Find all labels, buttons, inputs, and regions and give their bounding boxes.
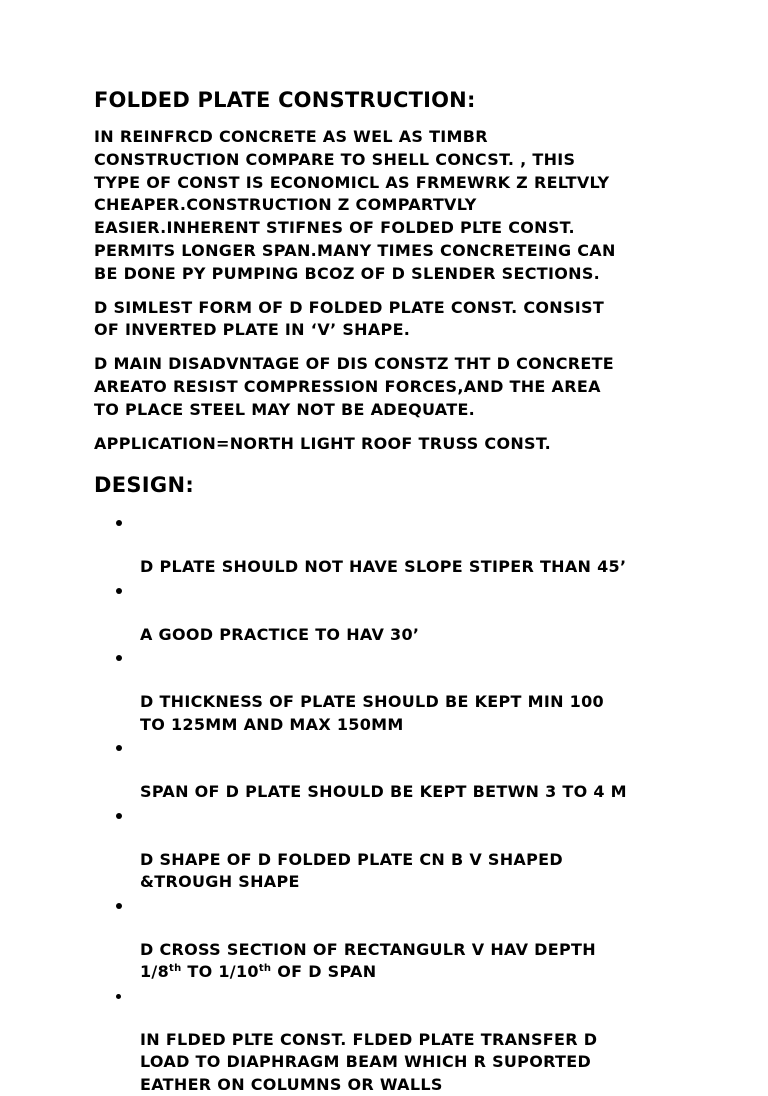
list-item	[94, 511, 694, 579]
list-item	[94, 646, 694, 736]
document-title: FOLDED PLATE CONSTRUCTION:	[94, 88, 476, 112]
bullet-superscript-1: th	[169, 963, 182, 975]
design-bullet-list	[94, 511, 694, 1096]
list-item	[94, 894, 694, 984]
bullet-icon	[116, 655, 122, 661]
bullet-icon	[116, 520, 122, 526]
bullet-superscript-2: th	[258, 963, 272, 975]
design-heading: DESIGN:	[94, 473, 195, 498]
paragraph-disadvantage: D MAIN DISADVNTAGE OF DIS CONSTZ THT D CONCRETE AREATO RESIST COMPRESSION FORCES,AND THE AREA TO PLACE STEEL MAY NOT BE ADEQUATE.	[94, 354, 615, 419]
paragraph-simplest-form: D SIMLEST FORM OF D FOLDED PLATE CONST. CONSIST OF INVERTED PLATE IN ‘V’ SHAPE.	[94, 297, 605, 340]
document-page	[94, 86, 694, 1096]
bullet-fraction-start: 1/8	[140, 962, 170, 982]
bullet-text: D SHAPE OF D FOLDED PLATE CN B V SHAPED &TROUGH SHAPE	[140, 849, 563, 892]
list-item	[94, 579, 694, 647]
bullet-icon	[116, 588, 122, 594]
list-item	[94, 984, 694, 1096]
bullet-icon	[116, 903, 122, 909]
bullet-text: SPAN OF D PLATE SHOULD BE KEPT BETWN 3 TO 4 M	[140, 782, 627, 802]
bullet-icon	[116, 813, 122, 819]
list-item	[94, 804, 694, 894]
bullet-fraction-end: OF D SPAN	[271, 962, 377, 982]
paragraph-application: APPLICATION=NORTH LIGHT ROOF TRUSS CONST.	[94, 433, 552, 453]
bullet-text: D THICKNESS OF PLATE SHOULD BE KEPT MIN 100 TO 125MM AND MAX 150MM	[140, 692, 604, 734]
list-item	[94, 736, 694, 804]
bullet-text-line1: D CROSS SECTION OF RECTANGULR V HAV DEPTH	[140, 939, 596, 959]
bullet-text: IN FLDED PLTE CONST. FLDED PLATE TRANSFER D LOAD TO DIAPHRAGM BEAM WHICH R SUPORTED EATHER ON COLUMNS OR WALLS	[140, 1029, 598, 1094]
paragraph-intro: IN REINFRCD CONCRETE AS WEL AS TIMBR CONSTRUCTION COMPARE TO SHELL CONCST. , THIS TYPE OF CONST IS ECONOMICL AS FRMEWRK Z RELTVLY CHEAPER.CONSTRUCTION Z COMPARTVLY EASIER.INHERENT STIFNES OF FOLDED PLTE CONST. PERMITS LONGER SPAN.MANY TIMES CONCRETEING CAN BE DONE PY PUMPING BCOZ OF D SLENDER SECTIONS.	[94, 127, 616, 283]
bullet-icon	[116, 745, 122, 751]
bullet-fraction-mid: TO 1/10	[181, 962, 259, 982]
bullet-text: D PLATE SHOULD NOT HAVE SLOPE STIPER THAN 45’	[140, 557, 627, 577]
bullet-text: A GOOD PRACTICE TO HAV 30’	[140, 624, 420, 644]
bullet-icon	[116, 994, 121, 999]
